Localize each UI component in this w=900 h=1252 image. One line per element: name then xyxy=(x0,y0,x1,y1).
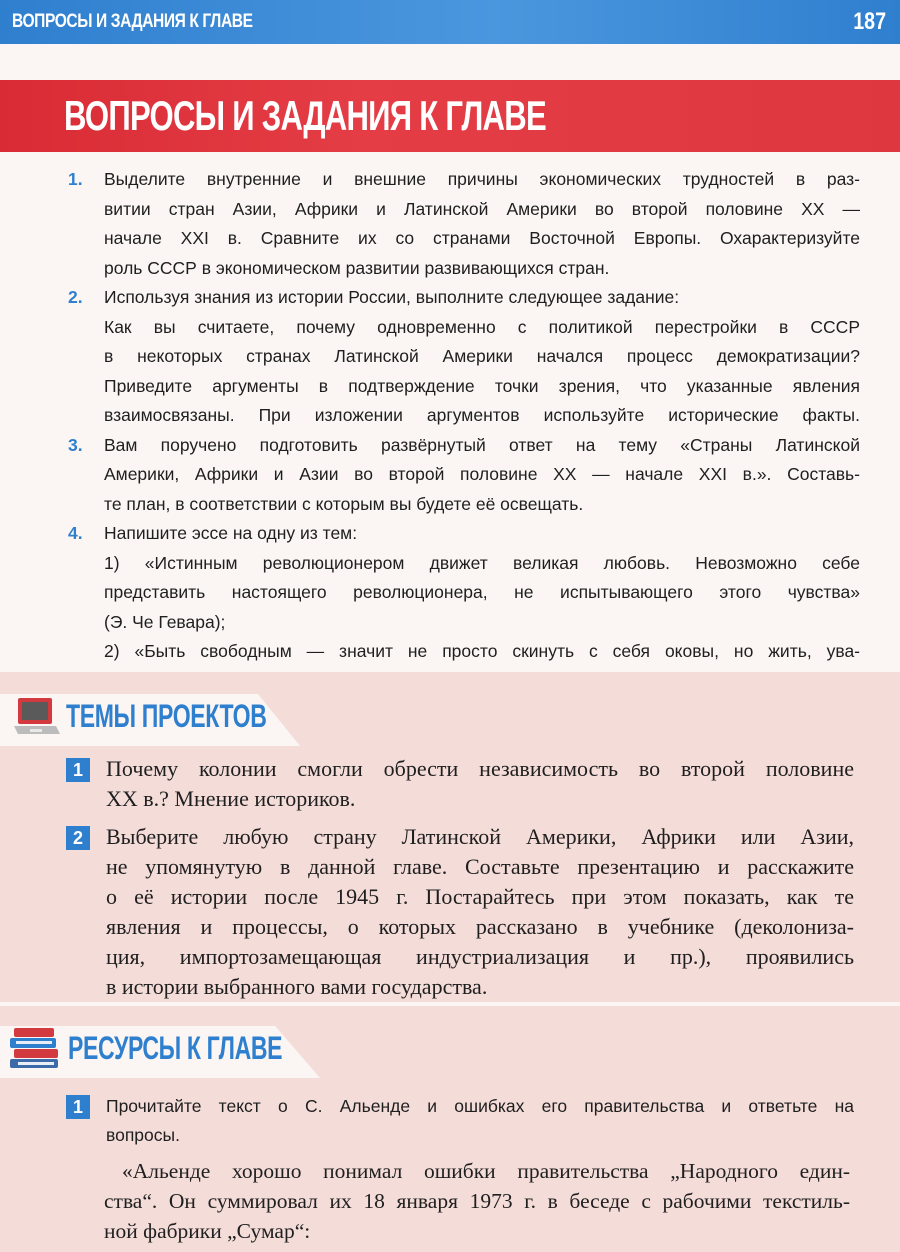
quote-text xyxy=(104,1156,850,1246)
quote-line: ной фабрики „Сумар“: xyxy=(104,1219,311,1243)
project-line: ция, импортозамещающая индустриализация и пр.), проявились xyxy=(106,944,854,969)
page-number: 187 xyxy=(853,8,886,35)
question-line: 1) «Истинным революционером движет великая любовь. Невозможно себе xyxy=(104,552,860,573)
question-number: 4. xyxy=(68,523,83,543)
project-line: о её истории после 1945 г. Постарайтесь при этом показать, как те xyxy=(106,884,854,909)
quote-line: ства“. Он суммировал их 18 января 1973 г. в беседе с рабочими текстиль- xyxy=(104,1189,850,1213)
books-icon xyxy=(8,1026,62,1070)
question-line: витии стран Азии, Африки и Латинской Америки во второй половине XX — xyxy=(104,198,860,219)
resource-line: вопросы. xyxy=(106,1125,180,1145)
question-item xyxy=(64,165,860,283)
question-line: роль СССР в экономическом развитии развивающихся стран. xyxy=(104,257,610,278)
question-line: 2) «Быть свободным — значит не просто скинуть с себя оковы, но жить, ува- xyxy=(104,641,860,661)
question-item xyxy=(64,519,860,696)
project-item xyxy=(64,754,854,814)
laptop-icon xyxy=(14,696,60,738)
resource-number-badge: 1 xyxy=(66,1095,90,1119)
project-line: Почему колонии смогли обрести независимость во второй половине xyxy=(106,756,854,781)
question-line: Америки, Африки и Азии во второй половине XX — начале XXI в.». Составь- xyxy=(104,464,860,484)
project-item xyxy=(64,822,854,1002)
question-line: представить настоящего революционера, не испытывающего этого чувства» xyxy=(104,582,860,602)
projects-list xyxy=(64,754,854,1002)
resources-title: РЕСУРСЫ К ГЛАВЕ xyxy=(68,1030,283,1066)
project-number-badge: 1 xyxy=(66,758,90,782)
project-line: Выберите любую страну Латинской Америки, Африки или Азии, xyxy=(106,824,854,849)
question-line: те план, в соответствии с которым вы будете её освещать. xyxy=(104,493,584,514)
project-line: в истории выбранного вами государства. xyxy=(106,974,488,999)
projects-title: ТЕМЫ ПРОЕКТОВ xyxy=(66,698,267,734)
question-line: в некоторых странах Латинской Америки начался процесс демократизации? xyxy=(104,346,860,366)
resource-item xyxy=(64,1092,854,1150)
question-number: 3. xyxy=(68,434,83,455)
resource-line: Прочитайте текст о С. Альенде и ошибках его правительства и ответьте на xyxy=(106,1096,854,1116)
question-line: Как вы считаете, почему одновременно с политикой перестройки в СССР xyxy=(104,316,860,337)
resources-list xyxy=(64,1092,854,1150)
question-line: взаимосвязаны. При изложении аргументов используйте исторические факты. xyxy=(104,405,860,425)
running-header xyxy=(0,0,900,44)
running-title: ВОПРОСЫ И ЗАДАНИЯ К ГЛАВЕ xyxy=(12,11,253,32)
project-line: не упомянутую в данной главе. Составьте презентацию и расскажите xyxy=(106,854,854,879)
question-line: Приведите аргументы в подтверждение точки зрения, что указанные явления xyxy=(104,375,860,396)
quote-line: «Альенде хорошо понимал ошибки правительства „Народного един- xyxy=(122,1159,850,1183)
question-line: Вам поручено подготовить развёрнутый ответ на тему «Страны Латинской xyxy=(104,434,860,455)
question-line: Выделите внутренние и внешние причины экономических трудностей в раз- xyxy=(104,169,860,189)
question-number: 2. xyxy=(68,287,83,307)
question-line: начале XXI в. Сравните их со странами Восточной Европы. Охарактеризуйте xyxy=(104,228,860,248)
question-line: Используя знания из истории России, выполните следующее задание: xyxy=(104,287,680,307)
question-number: 1. xyxy=(68,169,83,189)
project-line: явления и процессы, о которых рассказано в учебнике (деколониза- xyxy=(106,914,854,939)
project-line: XX в.? Мнение историков. xyxy=(106,786,356,811)
question-line: Напишите эссе на одну из тем: xyxy=(104,523,358,543)
questions-list xyxy=(64,165,860,696)
project-number-badge: 2 xyxy=(66,826,90,850)
question-line: (Э. Че Гевара); xyxy=(104,611,226,632)
chapter-banner xyxy=(0,80,900,152)
question-item xyxy=(64,431,860,520)
chapter-title: ВОПРОСЫ И ЗАДАНИЯ К ГЛАВЕ xyxy=(64,92,546,139)
question-item xyxy=(64,283,860,431)
